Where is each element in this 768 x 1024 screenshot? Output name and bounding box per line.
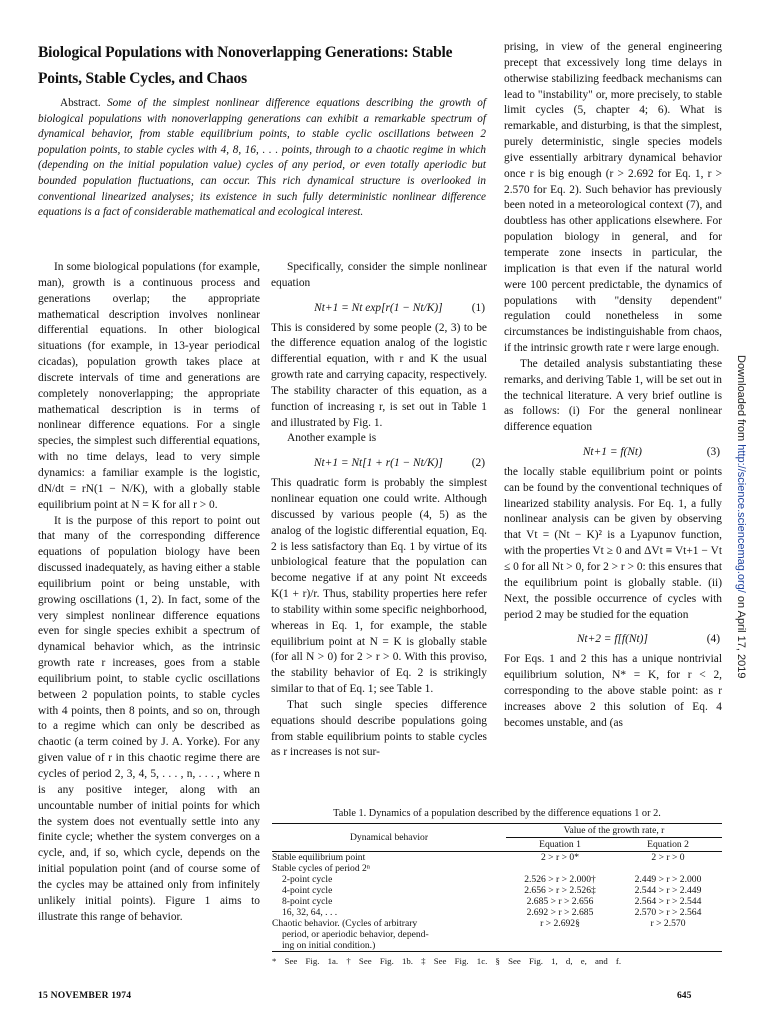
abstract-lead: Abstract. bbox=[60, 97, 101, 109]
data-table bbox=[272, 823, 722, 952]
paragraph: For Eqs. 1 and 2 this has a unique nontrivial equilibrium solution, N* = K, for r < 2, corresponding to the above stable point: as r increases above 2 this solution of Eq. 4 becomes unstable, and (as bbox=[504, 653, 722, 729]
column-1 bbox=[38, 260, 260, 925]
header-eq2: Equation 2 bbox=[647, 839, 689, 850]
paragraph: It is the purpose of this report to point out that many of the corresponding difference equations of population biology have been discussed inadequately, as having either a stable equilibrium point or being unstable, with growing oscillations (1, 2). In fact, some of the very simplest nonlinear difference equations even for single species exhibit a spectrum of dynamical behavior which, as the intrinsic growth rate r increases, goes from a stable equilibrium point, to stable cyclic oscillations between 2 population points, to stable cycles with 4 points, then 8 points, and so on, through to a regime which can only be described as chaotic (a term coined by J. A. Yorke). For any given value of r in this chaotic regime there are cycles of period 2, 3, 4, 5, . . . , n, . . . , where n is any positive integer, along with an uncountable number of initial points for which the system does not eventually settle into any finite cycle; whether the system converges on a cycle, and, if so, which cycle, depends on the initial population point (and of course some of the cycles may be attained only from infinitely unlikely initial points). Figure 1 aims to illustrate this range of behavior. bbox=[38, 514, 260, 923]
paragraph: prising, in view of the general engineering precept that excessively long time delays in otherwise stabilizing feedback mechanisms can lead to "instability" or, more precisely, to stable limit cycles (5, chapter 4; 6). What is remarkable, and disturbing, is that the simplest, purely deterministic, single species models give essentially arbitrary dynamical behavior once r is big enough (r > 2.692 for Eq. 1, r > 2.570 for Eq. 2). Such behavior has previously been noted in a meteorological context (7), and doubtless has other applications elsewhere. For population biology in general, and for temperate zone insects in particular, the implication is that even if the natural world were 100 percent predictable, the dynamics of populations with "density dependent" regulation could nonetheless in some circumstances be indistinguishable from chaos, if the intrinsic growth rate r were large enough. bbox=[504, 41, 722, 355]
equation-text: Nt+1 = f(Nt) bbox=[582, 446, 642, 459]
header-behavior: Dynamical behavior bbox=[272, 824, 506, 852]
abstract-text: Some of the simplest nonlinear difference equations describing the growth of biological populations with nonoverlapping generations can exhibit a remarkable spectrum of dynamical behavior, from stable equilibrium points, to stable cyclic oscillations between 2 population points, to stable cycles with 4, 8, 16, . . . points, through to a chaotic regime in which (depending on the initial population value) cycles of any period, or even totally aperiodic but bounded population fluctuations, can occur. This rich dynamical structure is overlooked in conventional linearized analyses; its existence in such fully deterministic nonlinear difference equations is a fact of considerable mathematical and ecological interest. bbox=[38, 97, 487, 219]
row-behavior: ing on initial condition.) bbox=[282, 940, 376, 951]
table-1 bbox=[272, 808, 722, 966]
row-behavior: Stable cycles of period 2ⁿ bbox=[272, 863, 370, 874]
row-behavior: 16, 32, 64, . . . bbox=[282, 907, 338, 918]
table-caption: Table 1. Dynamics of a population described by the difference equations 1 or 2. bbox=[333, 808, 661, 819]
row-eq1-value bbox=[506, 863, 614, 874]
row-behavior: period, or aperiodic behavior, depend- bbox=[282, 929, 429, 940]
equation-4 bbox=[504, 623, 722, 652]
header-value: Value of the growth rate, r bbox=[506, 824, 722, 838]
equation-text: Nt+1 = Nt[1 + r(1 − Nt/K)] bbox=[313, 457, 443, 470]
equation-number: (3) bbox=[706, 446, 720, 459]
table-row bbox=[272, 885, 722, 896]
table-row bbox=[272, 940, 722, 952]
row-behavior: 4-point cycle bbox=[282, 885, 333, 896]
table-row bbox=[272, 874, 722, 885]
article-title: Biological Populations with Nonoverlapping Generations: Stable Points, Stable Cycles, and Chaos bbox=[38, 44, 453, 87]
row-eq1-value: 2.685 > r > 2.656 bbox=[526, 896, 594, 907]
paragraph: Specifically, consider the simple nonlinear equation bbox=[271, 261, 487, 289]
equation-text: Nt+1 = Nt exp[r(1 − Nt/K)] bbox=[314, 301, 443, 314]
equation-number: (2) bbox=[471, 457, 485, 470]
table-row bbox=[272, 929, 722, 940]
paragraph: Another example is bbox=[287, 432, 377, 445]
row-eq2-value bbox=[614, 863, 722, 874]
row-behavior: Stable equilibrium point bbox=[272, 852, 366, 863]
equation-3 bbox=[504, 436, 722, 465]
column-3 bbox=[504, 40, 722, 731]
table-row bbox=[272, 918, 722, 929]
row-eq1-value bbox=[506, 929, 614, 940]
download-notice bbox=[727, 355, 747, 685]
table-row bbox=[272, 907, 722, 918]
table-row bbox=[272, 863, 722, 874]
download-link[interactable]: http://science.sciencemag.org/ bbox=[735, 444, 747, 593]
equation-text: Nt+2 = f[f(Nt)] bbox=[576, 633, 648, 646]
download-suffix: on April 17, 2019 bbox=[735, 595, 747, 679]
equation-number: (1) bbox=[471, 301, 485, 314]
equation-2 bbox=[271, 447, 487, 476]
row-eq2-value: 2.570 > r > 2.564 bbox=[634, 907, 702, 918]
row-behavior: Chaotic behavior. (Cycles of arbitrary bbox=[272, 918, 418, 929]
paragraph: In some biological populations (for example, man), growth is a continuous process and generations overlap; the appropriate mathematical description involves nonlinear differential equations. In other biological situations (for example, in 13-year periodical cicadas), population growth takes place at discrete intervals of time and generations are completely nonoverlapping; the appropriate mathematical description is in terms of nonlinear difference equations. For a single species, the simplest such differential equations, with no time delays, lead to very simple dynamics: a familiar example is the logistic, dN/dt = rN(1 − N/K), with a globally stable equilibrium point at N = K for all r > 0. bbox=[38, 261, 260, 511]
table-row bbox=[272, 896, 722, 907]
header-eq1: Equation 1 bbox=[539, 839, 581, 850]
paragraph: the locally stable equilibrium point or points can be found by the conventional techniques of linearized stability analysis. For Eq. 1, a fully nonlinear analysis can be given by observing that Vt = (Nt − K)² is a Lyapunov function, with the properties Vt ≥ 0 and ΔVt ≡ Vt+1 − Vt ≤ 0 for all Nt > 0, for 2 > r > 0: this ensures that the equilibrium point is globally stable. (ii) Next, the possible occurrence of cycles with period 2 may be studied for the equation bbox=[504, 465, 722, 621]
equation-number: (4) bbox=[706, 633, 720, 646]
row-eq2-value bbox=[614, 940, 722, 952]
paragraph: The detailed analysis substantiating these remarks, and deriving Table 1, will be set out in the technical literature. A very brief outline is as follows: (i) For the general nonlinear difference equation bbox=[504, 357, 722, 434]
equation-1 bbox=[271, 292, 487, 321]
table-footnotes: * See Fig. 1a. † See Fig. 1b. ‡ See Fig. 1c. § See Fig. 1, d, e, and f. bbox=[272, 956, 622, 966]
abstract bbox=[38, 96, 486, 221]
row-behavior: 2-point cycle bbox=[282, 874, 333, 885]
download-prefix: Downloaded from bbox=[735, 355, 747, 442]
table-row bbox=[272, 852, 722, 864]
row-eq2-value: 2.544 > r > 2.449 bbox=[634, 885, 702, 896]
row-eq1-value: 2.656 > r > 2.526‡ bbox=[524, 885, 596, 896]
row-eq1-value: r > 2.692§ bbox=[540, 918, 580, 929]
row-behavior: 8-point cycle bbox=[282, 896, 333, 907]
issue-date: 15 NOVEMBER 1974 bbox=[38, 990, 132, 1001]
row-eq2-value bbox=[614, 929, 722, 940]
paragraph: That such single species difference equations should describe populations going from stable equilibrium points to stable cycles as r increases is not sur- bbox=[271, 698, 487, 759]
row-eq1-value: 2 > r > 0* bbox=[540, 852, 579, 863]
paragraph: This quadratic form is probably the simplest nonlinear equation one could write. Although discussed by various people (4, 5) as the analog of the logistic differential equation, Eq. 2 is less satisfactory than Eq. 1 by virtue of its unbiological feature that the population can become negative if at any point Nt exceeds K(1 + r)/r. Thus, stability properties here refer to stability within some specific neighborhood, whereas in Eq. 1, for example, the stable equilibrium point at N = K is globally stable (for all N > 0) for 2 > r > 0. With this proviso, the stability behavior of Eq. 2 is strikingly similar to that of Eq. 1; see Table 1. bbox=[271, 477, 487, 696]
row-eq2-value: 2 > r > 0 bbox=[651, 852, 685, 863]
column-2 bbox=[271, 260, 487, 761]
row-eq1-value: 2.692 > r > 2.685 bbox=[526, 907, 594, 918]
row-eq2-value: 2.564 > r > 2.544 bbox=[634, 896, 702, 907]
page-number: 645 bbox=[677, 990, 692, 1001]
row-eq1-value: 2.526 > r > 2.000† bbox=[524, 874, 596, 885]
paragraph: This is considered by some people (2, 3) to be the difference equation analog of the logistic differential equation, with r and K the usual growth rate and carrying capacity, respectively. The stability character of this equation, as a function of increasing r, is set out in Table 1 and illustrated by Fig. 1. bbox=[271, 321, 487, 429]
row-eq2-value: 2.449 > r > 2.000 bbox=[634, 874, 702, 885]
row-eq2-value: r > 2.570 bbox=[650, 918, 686, 929]
row-eq1-value bbox=[506, 940, 614, 952]
